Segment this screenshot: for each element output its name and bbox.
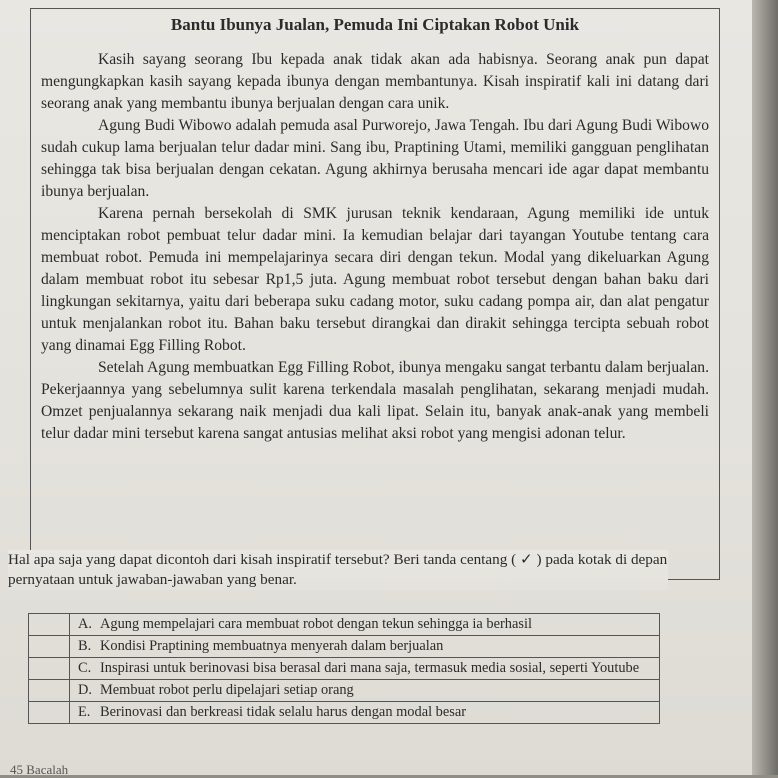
page-footer: 45 Bacalah [10,762,69,777]
option-text: Inspirasi untuk berinovasi bisa berasal dari mana saja, termasuk media sosial, seperti Youtube [100,660,640,676]
option-text: Berinovasi dan berkreasi tidak selalu harus dengan modal besar [100,704,467,720]
option-row-c [29,658,660,680]
option-letter: D. [78,682,92,698]
option-text: Agung mempelajari cara membuat robot dengan tekun sehingga ia berhasil [100,616,532,632]
option-letter: A. [78,616,92,632]
option-c [70,658,660,680]
checkbox-b[interactable] [29,636,70,658]
option-e [70,702,660,724]
story-title: Bantu Ibunya Jualan, Pemuda Ini Ciptakan Robot Unik [170,15,580,34]
question-text: Hal apa saja yang dapat dicontoh dari kisah inspiratif tersebut? Beri tanda centang ( ✓ ) pada kotak di depan pernyataan untuk jawaban-jawaban yang benar. [8,551,668,588]
story-body [41,49,709,445]
story-paragraph-4: Setelah Agung membuatkan Egg Filling Robot, ibunya mengaku sangat terbantu dalam berjualan. Pekerjaannya yang sebelumnya sulit karena terkendala masalah penglihatan, sekarang menjadi mudah. Omzet penjualannya sekarang naik menjadi dua kali lipat. Selain itu, banyak anak-anak yang membeli telur dadar mini tersebut karena sangat antusias melihat aksi robot yang mengisi adonan telur. [41,359,709,442]
answer-checklist [28,613,660,724]
checkbox-c[interactable] [29,658,70,680]
option-d [70,680,660,702]
option-letter: C. [78,660,92,676]
option-b [70,636,660,658]
option-row-a [29,614,660,636]
option-row-b [29,636,660,658]
option-text: Membuat robot perlu dipelajari setiap orang [100,682,354,698]
story-box [30,8,720,580]
option-a [70,614,660,636]
page-edge-shadow [752,0,778,775]
checkbox-d[interactable] [29,680,70,702]
story-paragraph-2: Agung Budi Wibowo adalah pemuda asal Purworejo, Jawa Tengah. Ibu dari Agung Budi Wibowo sudah cukup lama berjualan telur dadar mini. Sang ibu, Praptining Utami, memiliki gangguan penglihatan sehingga tak bisa berjualan dengan cekatan. Agung akhirnya berusaha mencari ide agar dapat membantu ibunya berjualan. [41,117,709,200]
checkbox-e[interactable] [29,702,70,724]
option-row-d [29,680,660,702]
option-row-e [29,702,660,724]
story-paragraph-3: Karena pernah bersekolah di SMK jurusan teknik kendaraan, Agung memiliki ide untuk menciptakan robot pembuat telur dadar mini. Ia kemudian belajar dari tayangan Youtube tentang cara membuat robot. Pemuda ini mempelajarinya secara diri dengan tekun. Modal yang dikeluarkan Agung dalam membuat robot itu sebesar Rp1,5 juta. Agung membuat robot tersebut dengan bahan baku dari lingkungan sekitarnya, yaitu dari beberapa suku cadang motor, suku cadang pompa air, dan alat pengatur untuk menjalankan robot itu. Bahan baku tersebut dirangkai dan dirakit sehingga tercipta sebuah robot yang dinamai Egg Filling Robot. [41,205,709,354]
option-letter: B. [78,638,92,654]
checkbox-a[interactable] [29,614,70,636]
story-paragraph-1: Kasih sayang seorang Ibu kepada anak tidak akan ada habisnya. Seorang anak pun dapat mengungkapkan kasih sayang kepada ibunya dengan membantunya. Kisah inspiratif kali ini datang dari seorang anak yang membantu ibunya berjualan dengan cara unik. [41,51,709,112]
option-text: Kondisi Praptining membuatnya menyerah dalam berjualan [100,638,444,654]
option-letter: E. [78,704,91,720]
